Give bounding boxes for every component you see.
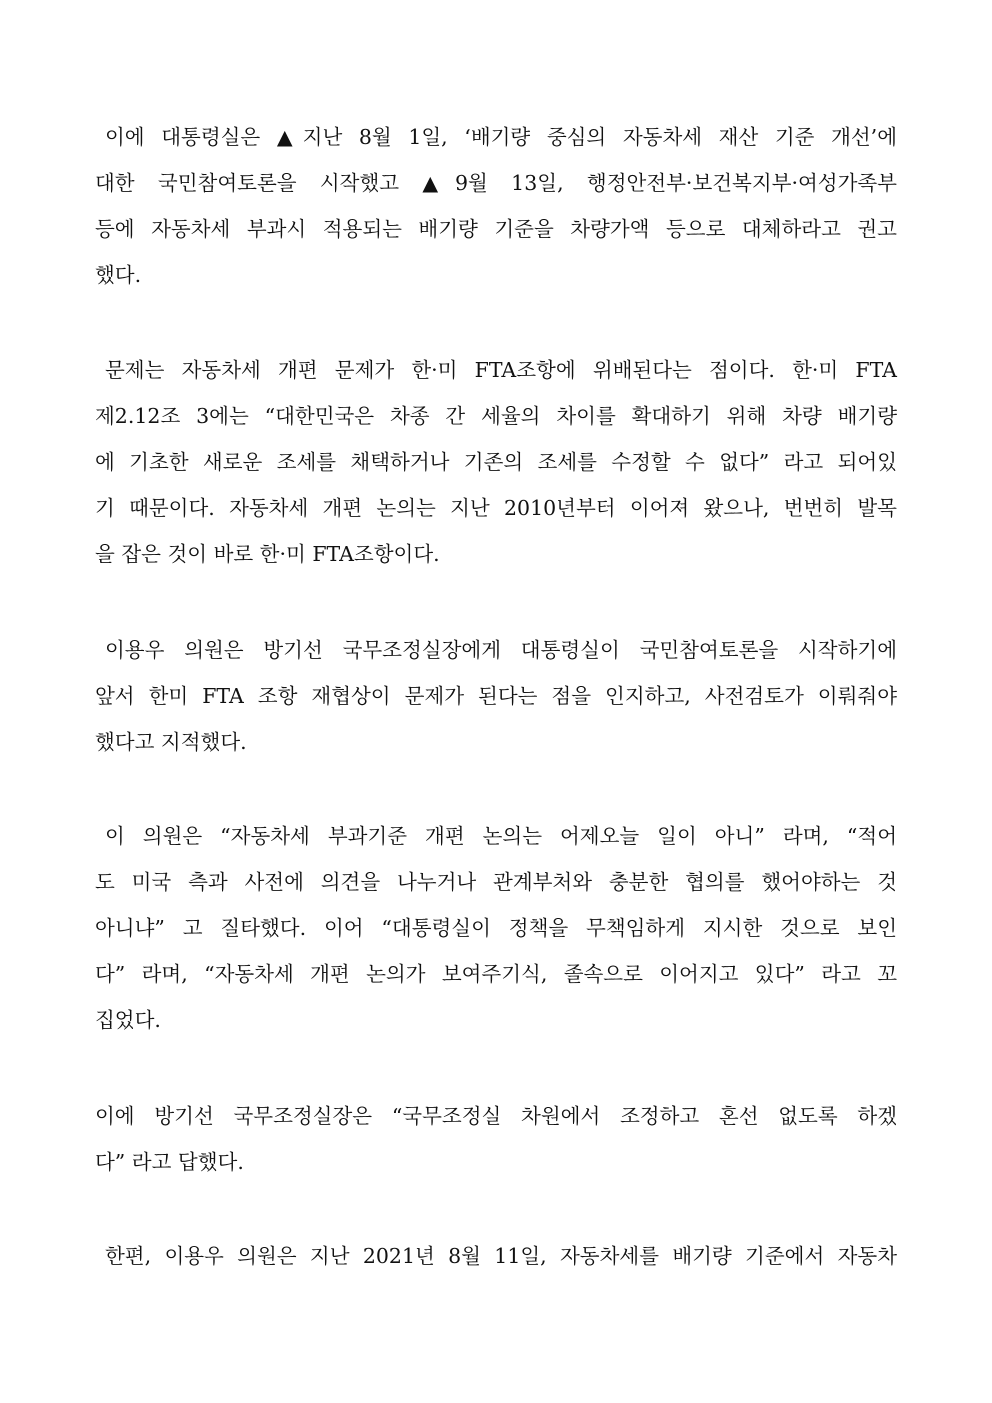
text-line: 에 기초한 새로운 조세를 채택하거나 기존의 조세를 수정할 수 없다” 라고 되어있 xyxy=(95,450,897,474)
text-line: 한편, 이용우 의원은 지난 2021년 8월 11일, 자동차세를 배기량 기준에서 자동차 xyxy=(105,1244,897,1268)
paragraph-1 xyxy=(95,114,897,298)
paragraph-5 xyxy=(95,1093,897,1185)
text-line: 이에 방기선 국무조정실장은 “국무조정실 차원에서 조정하고 혼선 없도록 하겠 xyxy=(95,1104,897,1128)
text-line: 대한 국민참여토론을 시작했고 ▲9월 13일, 행정안전부·보건복지부·여성가족부 xyxy=(95,171,897,195)
text-line: 했다고 지적했다. xyxy=(95,730,247,754)
paragraph-4 xyxy=(95,813,897,1043)
text-line: 기 때문이다. 자동차세 개편 논의는 지난 2010년부터 이어져 왔으나, 번번히 발목 xyxy=(95,496,897,520)
text-line: 했다. xyxy=(95,263,142,287)
text-line: 아니냐” 고 질타했다. 이어 “대통령실이 정책을 무책임하게 지시한 것으로 보인 xyxy=(95,916,897,940)
text-line: 다” 라며, “자동차세 개편 논의가 보여주기식, 졸속으로 이어지고 있다” 라고 꼬 xyxy=(95,962,897,986)
paragraph-6 xyxy=(95,1233,897,1279)
text-line: 집었다. xyxy=(95,1008,161,1032)
text-line: 이 의원은 “자동차세 부과기준 개편 논의는 어제오늘 일이 아니” 라며, “적어 xyxy=(105,824,897,848)
text-line: 이에 대통령실은 ▲지난 8월 1일, ‘배기량 중심의 자동차세 재산 기준 개선’에 xyxy=(105,125,897,149)
text-line: 문제는 자동차세 개편 문제가 한·미 FTA조항에 위배된다는 점이다. 한·미 FTA xyxy=(105,358,897,382)
paragraph-2 xyxy=(95,347,897,577)
text-line: 도 미국 측과 사전에 의견을 나누거나 관계부처와 충분한 협의를 했어야하는 것 xyxy=(95,870,897,894)
text-line: 이용우 의원은 방기선 국무조정실장에게 대통령실이 국민참여토론을 시작하기에 xyxy=(105,638,897,662)
text-line: 등에 자동차세 부과시 적용되는 배기량 기준을 차량가액 등으로 대체하라고 권고 xyxy=(95,217,897,241)
paragraph-3 xyxy=(95,627,897,765)
text-line: 다” 라고 답했다. xyxy=(95,1150,244,1174)
text-line: 을 잡은 것이 바로 한·미 FTA조항이다. xyxy=(95,542,440,566)
text-line: 앞서 한미 FTA 조항 재협상이 문제가 된다는 점을 인지하고, 사전검토가 이뤄줘야 xyxy=(95,684,897,708)
text-line: 제2.12조 3에는 “대한민국은 차종 간 세율의 차이를 확대하기 위해 차량 배기량 xyxy=(95,404,897,428)
